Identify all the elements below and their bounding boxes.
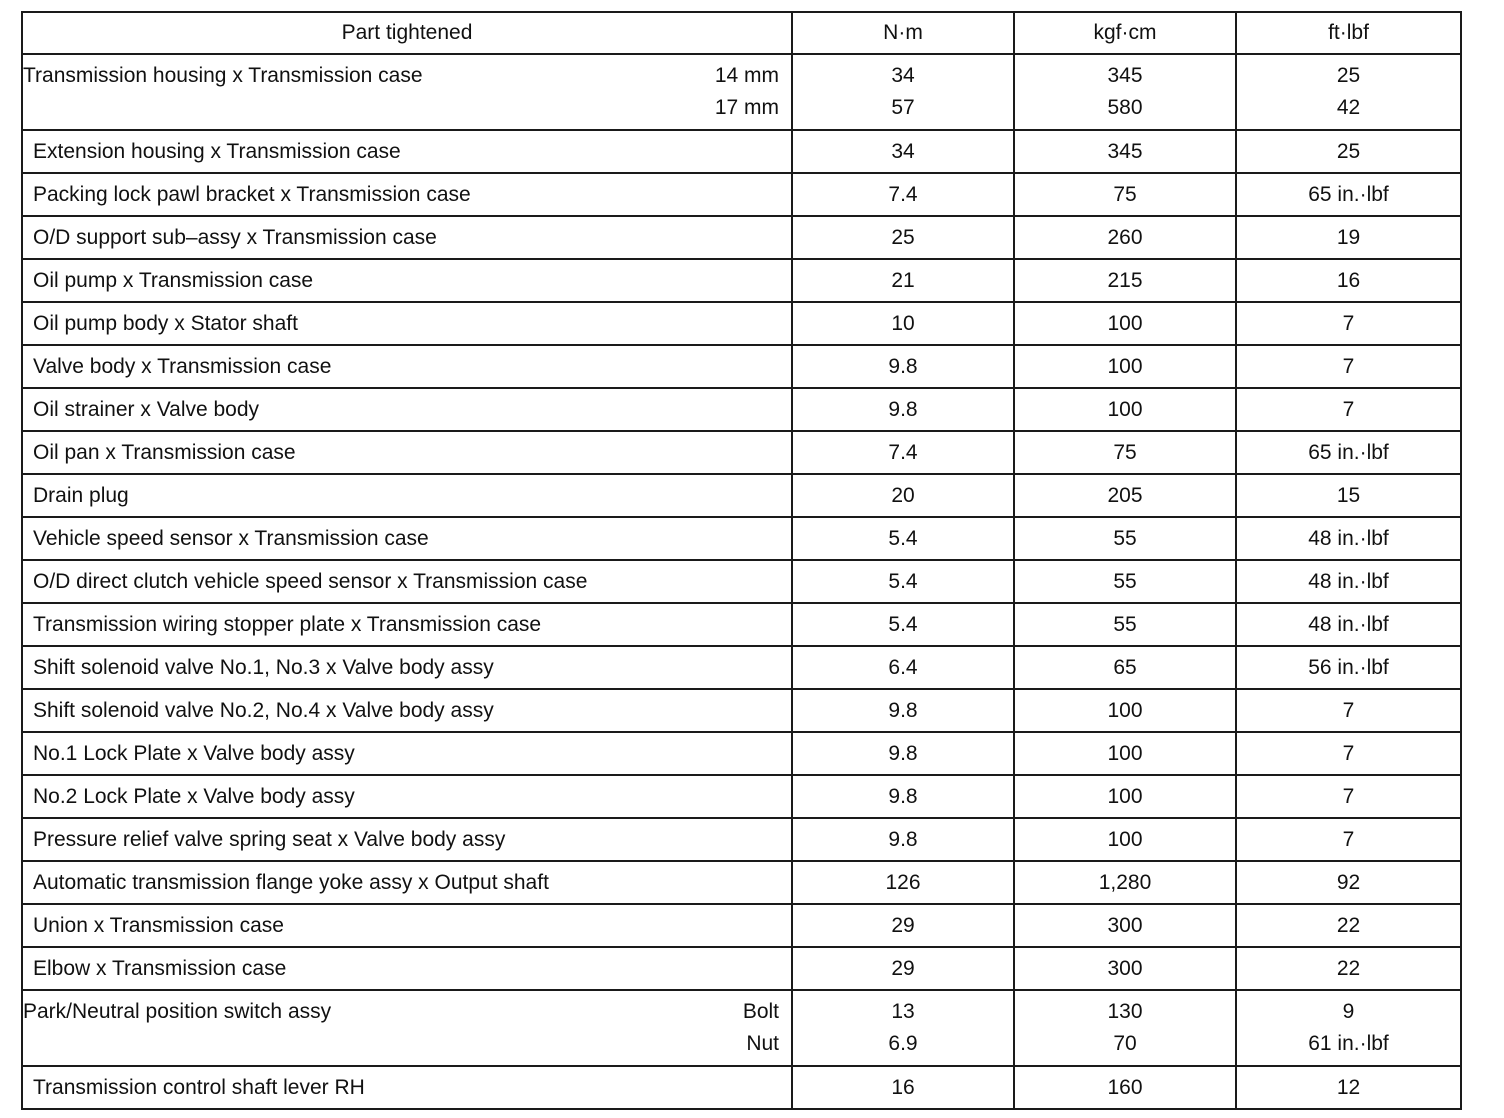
- nm-cell: 126: [792, 861, 1014, 904]
- table-row: [22, 603, 1461, 646]
- table-row: [22, 689, 1461, 732]
- part-cell: Oil pan x Transmission case: [22, 431, 792, 474]
- table-row: [22, 130, 1461, 173]
- kgf-cell: 75: [1014, 173, 1236, 216]
- ft-cell: 7: [1236, 345, 1461, 388]
- kgf-cell: 215: [1014, 259, 1236, 302]
- ft-cell: 65 in.·lbf: [1236, 173, 1461, 216]
- table-row: [22, 474, 1461, 517]
- nm-cell: [792, 54, 1014, 130]
- ft-cell: 7: [1236, 302, 1461, 345]
- nm-cell: 9.8: [792, 732, 1014, 775]
- ft-cell: 16: [1236, 259, 1461, 302]
- nm-value: 57: [891, 96, 915, 119]
- ft-cell: 7: [1236, 818, 1461, 861]
- part-name: Park/Neutral position switch assy: [23, 1000, 332, 1023]
- nm-value: 34: [891, 64, 915, 87]
- kgf-cell: 205: [1014, 474, 1236, 517]
- part-cell: O/D support sub–assy x Transmission case: [22, 216, 792, 259]
- part-cell: [22, 990, 792, 1066]
- kgf-cell: 345: [1014, 130, 1236, 173]
- part-cell: Pressure relief valve spring seat x Valve body assy: [22, 818, 792, 861]
- table-row: [22, 861, 1461, 904]
- table-row: [22, 1066, 1461, 1109]
- table-row: [22, 345, 1461, 388]
- ft-cell: 7: [1236, 732, 1461, 775]
- ft-cell: 7: [1236, 775, 1461, 818]
- nm-cell: 21: [792, 259, 1014, 302]
- nm-cell: 7.4: [792, 173, 1014, 216]
- nm-cell: 7.4: [792, 431, 1014, 474]
- header-ft-lbf: ft·lbf: [1236, 12, 1461, 54]
- part-cell: [22, 54, 792, 130]
- part-cell: No.2 Lock Plate x Valve body assy: [22, 775, 792, 818]
- ft-cell: 65 in.·lbf: [1236, 431, 1461, 474]
- part-cell: Oil strainer x Valve body: [22, 388, 792, 431]
- part-cell: O/D direct clutch vehicle speed sensor x Transmission case: [22, 560, 792, 603]
- ft-value: 25: [1336, 64, 1361, 87]
- nm-cell: 34: [792, 130, 1014, 173]
- nm-cell: 9.8: [792, 775, 1014, 818]
- nm-cell: 5.4: [792, 560, 1014, 603]
- table-row: [22, 388, 1461, 431]
- table-row: [22, 54, 1461, 130]
- kgf-value: 70: [1113, 1032, 1137, 1055]
- kgf-cell: 55: [1014, 517, 1236, 560]
- nm-value: 13: [891, 1000, 915, 1023]
- kgf-cell: 100: [1014, 302, 1236, 345]
- nm-cell: 5.4: [792, 517, 1014, 560]
- part-cell: Transmission control shaft lever RH: [22, 1066, 792, 1109]
- header-part-tightened: Part tightened: [22, 12, 792, 54]
- ft-cell: 48 in.·lbf: [1236, 603, 1461, 646]
- torque-spec-page: [21, 11, 1460, 1110]
- table-row: [22, 990, 1461, 1066]
- ft-cell: 48 in.·lbf: [1236, 560, 1461, 603]
- part-cell: Valve body x Transmission case: [22, 345, 792, 388]
- ft-cell: [1236, 990, 1461, 1066]
- ft-cell: 92: [1236, 861, 1461, 904]
- kgf-cell: [1014, 990, 1236, 1066]
- table-row: [22, 302, 1461, 345]
- sub-label: Nut: [746, 1032, 779, 1055]
- ft-cell: 7: [1236, 689, 1461, 732]
- kgf-cell: 100: [1014, 732, 1236, 775]
- kgf-cell: 100: [1014, 345, 1236, 388]
- table-row: [22, 732, 1461, 775]
- part-cell: Transmission wiring stopper plate x Transmission case: [22, 603, 792, 646]
- kgf-cell: 75: [1014, 431, 1236, 474]
- part-cell: Elbow x Transmission case: [22, 947, 792, 990]
- ft-value: 42: [1336, 96, 1361, 119]
- nm-cell: 9.8: [792, 345, 1014, 388]
- kgf-cell: 260: [1014, 216, 1236, 259]
- part-cell: Vehicle speed sensor x Transmission case: [22, 517, 792, 560]
- nm-cell: 5.4: [792, 603, 1014, 646]
- nm-cell: 10: [792, 302, 1014, 345]
- ft-cell: 7: [1236, 388, 1461, 431]
- ft-cell: 19: [1236, 216, 1461, 259]
- part-cell: Oil pump body x Stator shaft: [22, 302, 792, 345]
- part-cell: Shift solenoid valve No.1, No.3 x Valve body assy: [22, 646, 792, 689]
- nm-cell: 29: [792, 947, 1014, 990]
- kgf-cell: [1014, 54, 1236, 130]
- part-cell: Automatic transmission flange yoke assy x Output shaft: [22, 861, 792, 904]
- table-row: [22, 775, 1461, 818]
- ft-cell: 22: [1236, 947, 1461, 990]
- part-name: Transmission housing x Transmission case: [23, 64, 423, 87]
- kgf-cell: 160: [1014, 1066, 1236, 1109]
- nm-cell: 20: [792, 474, 1014, 517]
- part-cell: Union x Transmission case: [22, 904, 792, 947]
- header-kgf-cm: kgf·cm: [1014, 12, 1236, 54]
- table-row: [22, 431, 1461, 474]
- kgf-cell: 300: [1014, 947, 1236, 990]
- part-cell: Shift solenoid valve No.2, No.4 x Valve body assy: [22, 689, 792, 732]
- ft-cell: 15: [1236, 474, 1461, 517]
- part-cell: No.1 Lock Plate x Valve body assy: [22, 732, 792, 775]
- nm-cell: 9.8: [792, 388, 1014, 431]
- kgf-value: 345: [1107, 64, 1143, 87]
- ft-cell: 25: [1236, 130, 1461, 173]
- nm-value: 6.9: [888, 1032, 918, 1055]
- kgf-cell: 55: [1014, 603, 1236, 646]
- kgf-cell: 65: [1014, 646, 1236, 689]
- table-row: [22, 216, 1461, 259]
- table-row: [22, 173, 1461, 216]
- table-row: [22, 646, 1461, 689]
- ft-cell: 12: [1236, 1066, 1461, 1109]
- kgf-cell: 300: [1014, 904, 1236, 947]
- table-row: [22, 259, 1461, 302]
- table-row: [22, 818, 1461, 861]
- kgf-cell: 55: [1014, 560, 1236, 603]
- ft-cell: 48 in.·lbf: [1236, 517, 1461, 560]
- nm-cell: 9.8: [792, 689, 1014, 732]
- torque-spec-table: [21, 11, 1462, 1110]
- table-row: [22, 517, 1461, 560]
- table-header-row: [22, 12, 1461, 54]
- ft-cell: 22: [1236, 904, 1461, 947]
- nm-cell: 6.4: [792, 646, 1014, 689]
- table-row: [22, 560, 1461, 603]
- nm-cell: [792, 990, 1014, 1066]
- table-row: [22, 947, 1461, 990]
- part-cell: Drain plug: [22, 474, 792, 517]
- part-cell: Extension housing x Transmission case: [22, 130, 792, 173]
- table-row: [22, 904, 1461, 947]
- header-nm: N·m: [792, 12, 1014, 54]
- kgf-cell: 100: [1014, 775, 1236, 818]
- ft-value: 61 in.·lbf: [1308, 1032, 1389, 1055]
- nm-cell: 25: [792, 216, 1014, 259]
- sub-label: 17 mm: [714, 96, 779, 119]
- kgf-cell: 100: [1014, 689, 1236, 732]
- ft-value: 9: [1342, 1000, 1355, 1023]
- ft-cell: [1236, 54, 1461, 130]
- part-cell: Oil pump x Transmission case: [22, 259, 792, 302]
- kgf-cell: 1,280: [1014, 861, 1236, 904]
- sub-label: Bolt: [742, 1000, 779, 1023]
- kgf-value: 130: [1107, 1000, 1143, 1023]
- nm-cell: 9.8: [792, 818, 1014, 861]
- kgf-cell: 100: [1014, 818, 1236, 861]
- nm-cell: 29: [792, 904, 1014, 947]
- kgf-cell: 100: [1014, 388, 1236, 431]
- sub-label: 14 mm: [714, 64, 779, 87]
- kgf-value: 580: [1107, 96, 1143, 119]
- part-cell: Packing lock pawl bracket x Transmission case: [22, 173, 792, 216]
- nm-cell: 16: [792, 1066, 1014, 1109]
- ft-cell: 56 in.·lbf: [1236, 646, 1461, 689]
